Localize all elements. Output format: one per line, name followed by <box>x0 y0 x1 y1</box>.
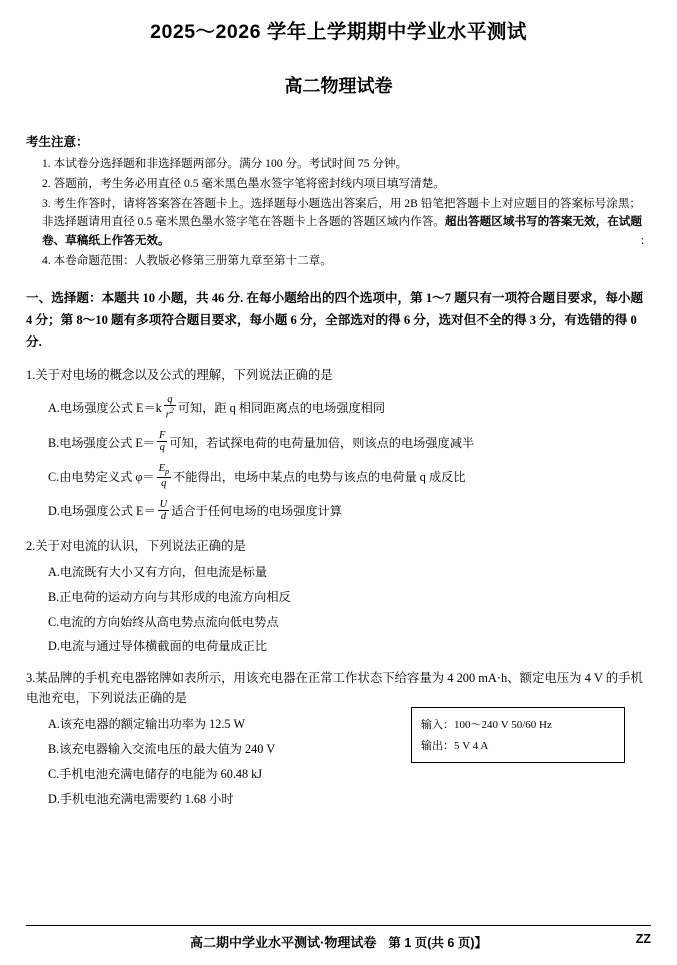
option-text-pre: 电场强度公式 E＝ <box>59 504 156 519</box>
option-text-pre: 由电势定义式 φ＝ <box>59 470 155 485</box>
fraction-numerator: q <box>167 393 173 405</box>
notice-item: 4. 本卷命题范围：人教版必修第三册第九章至第十二章。 <box>42 253 332 267</box>
fraction-denominator: d <box>158 510 170 523</box>
option-label: C. <box>48 470 60 485</box>
question-number: 2. <box>26 538 36 553</box>
fraction <box>164 394 176 422</box>
question-text: 关于对电流的认识，下列说法正确的是 <box>35 538 246 553</box>
notice-list <box>26 155 651 271</box>
notice-item-text: 3. 考生作答时，请将答案答在答题卡上。选择题每小题选出答案后，用 2B 铅笔把答题卡上对应题目的答案标号涂黑；非选择题请用直径 0.5 毫米黑色墨水签字笔在答题卡上各题的答题区域内作答。 <box>42 196 642 229</box>
fraction-denominator: q <box>157 477 171 490</box>
option-text: 电流与通过导体横截面的电荷量成正比 <box>59 639 268 654</box>
notice-heading: 考生注意： <box>26 135 89 149</box>
question-number: 1. <box>26 367 36 382</box>
question-text: 某品牌的手机充电器铭牌如表所示，用该充电器在正常工作状态下给容量为 4 200 mA·h、额定电压为 4 V 的手机电池充电，下列说法正确的是 <box>26 671 643 706</box>
option-label: A. <box>48 400 60 415</box>
option-d <box>26 500 651 524</box>
option-label: D. <box>48 791 60 806</box>
option-c <box>26 765 651 784</box>
section-lead: 一、选择题： <box>26 290 102 305</box>
page-body <box>0 132 677 809</box>
option-d <box>26 637 651 656</box>
footer-code: ZZ <box>635 932 651 946</box>
charger-output-row: 输出：5 V 4 A <box>421 739 489 752</box>
option-text-post: 不能得出，电场中某点的电势与该点的电荷量 q 成反比 <box>173 470 466 485</box>
fraction-denominator <box>164 405 176 422</box>
fraction-denominator-exponent: 2 <box>169 405 174 415</box>
footer-title: 高二期中学业水平测试·物理试卷 <box>190 935 377 950</box>
question-stem <box>26 366 651 386</box>
question-stem <box>26 669 651 709</box>
option-a <box>26 563 651 582</box>
option-text: 该充电器的额定输出功率为 12.5 W <box>59 717 246 732</box>
question-text: 关于对电场的概念以及公式的理解，下列说法正确的是 <box>35 367 333 382</box>
option-text: 手机电池充满电储存的电能为 60.48 kJ <box>59 766 262 781</box>
option-text: 电流的方向始终从高电势点流向低电势点 <box>59 614 279 629</box>
question-2 <box>26 537 651 656</box>
option-b <box>26 588 651 607</box>
option-text-post: 可知，若试探电荷的电荷量加倍，则该点的电场强度减半 <box>169 435 475 450</box>
option-text-post: 可知，距 q 相同距离点的电场强度相同 <box>177 400 386 415</box>
fraction-numerator: U <box>159 498 168 510</box>
footer-inner <box>26 932 651 951</box>
fraction <box>157 463 171 490</box>
fraction-numerator-subscript: p <box>165 467 170 477</box>
option-b <box>26 431 651 455</box>
question-3 <box>26 669 651 808</box>
notice-item <box>26 195 651 251</box>
charger-spec-table <box>411 707 625 763</box>
fraction <box>158 499 170 523</box>
option-label: C. <box>48 766 60 781</box>
option-d <box>26 790 651 809</box>
section-text: 本题共 10 小题，共 46 分. 在每小题给出的四个选项中，第 1～7 题只有一项符合题目要求，每小题 4 分；第 8～10 题有多项符合题目要求，每小题 6 分，全部选对的得 6 分，选对但不全的得 3 分，有选错的得 0 分. <box>26 290 644 349</box>
fraction-denominator-base: r <box>165 409 170 421</box>
notice-colon-mark: ： <box>640 235 651 248</box>
option-text-pre: 电场强度公式 E＝k <box>59 400 162 415</box>
notice-item: 1. 本试卷分选择题和非选择题两部分。满分 100 分。考试时间 75 分钟。 <box>42 157 408 170</box>
option-text: 该充电器输入交流电压的最大值为 240 V <box>59 741 276 756</box>
option-label: A. <box>48 564 60 579</box>
option-text: 手机电池充满电需要约 1.68 小时 <box>59 791 234 806</box>
option-text: 正电荷的运动方向与其形成的电流方向相反 <box>59 589 291 604</box>
page-subtitle: 高二物理试卷 <box>284 76 393 96</box>
option-label: B. <box>48 589 60 604</box>
question-stem <box>26 537 651 557</box>
option-text-pre: 电场强度公式 E＝ <box>59 435 155 450</box>
option-label: A. <box>48 717 60 732</box>
option-label: D. <box>48 504 60 519</box>
fraction-numerator: F <box>159 430 166 442</box>
option-label: D. <box>48 639 60 654</box>
footer-page-number: 第 1 页(共 6 页)】 <box>388 936 487 950</box>
section-heading <box>26 287 651 353</box>
fraction-numerator-base: E <box>158 463 166 475</box>
question-1 <box>26 366 651 524</box>
option-label: B. <box>48 741 60 756</box>
option-c <box>26 464 651 491</box>
fraction-numerator <box>157 463 171 476</box>
notice-item-emphasis: 超出答题区域书写的答案无效，在试题卷、草稿纸上作答无效。 <box>42 215 642 248</box>
question-number: 3. <box>26 671 36 686</box>
fraction <box>157 430 167 454</box>
charger-input-row: 输入：100～240 V 50/60 Hz <box>421 719 552 732</box>
page-title: 2025～2026 学年上学期期中学业水平测试 <box>150 21 527 43</box>
page-footer <box>26 925 651 951</box>
option-label: B. <box>48 435 60 450</box>
fraction-denominator: q <box>157 441 167 454</box>
option-a <box>26 395 651 423</box>
option-c <box>26 613 651 632</box>
option-label: C. <box>48 614 60 629</box>
exam-page <box>0 16 677 965</box>
option-text-post: 适合于任何电场的电场强度计算 <box>171 504 342 519</box>
option-text: 电流既有大小又有方向，但电流是标量 <box>59 564 268 579</box>
notice-item: 2. 答题前，考生务必用直径 0.5 毫米黑色墨水签字笔将密封线内项目填写清楚。 <box>42 176 445 190</box>
